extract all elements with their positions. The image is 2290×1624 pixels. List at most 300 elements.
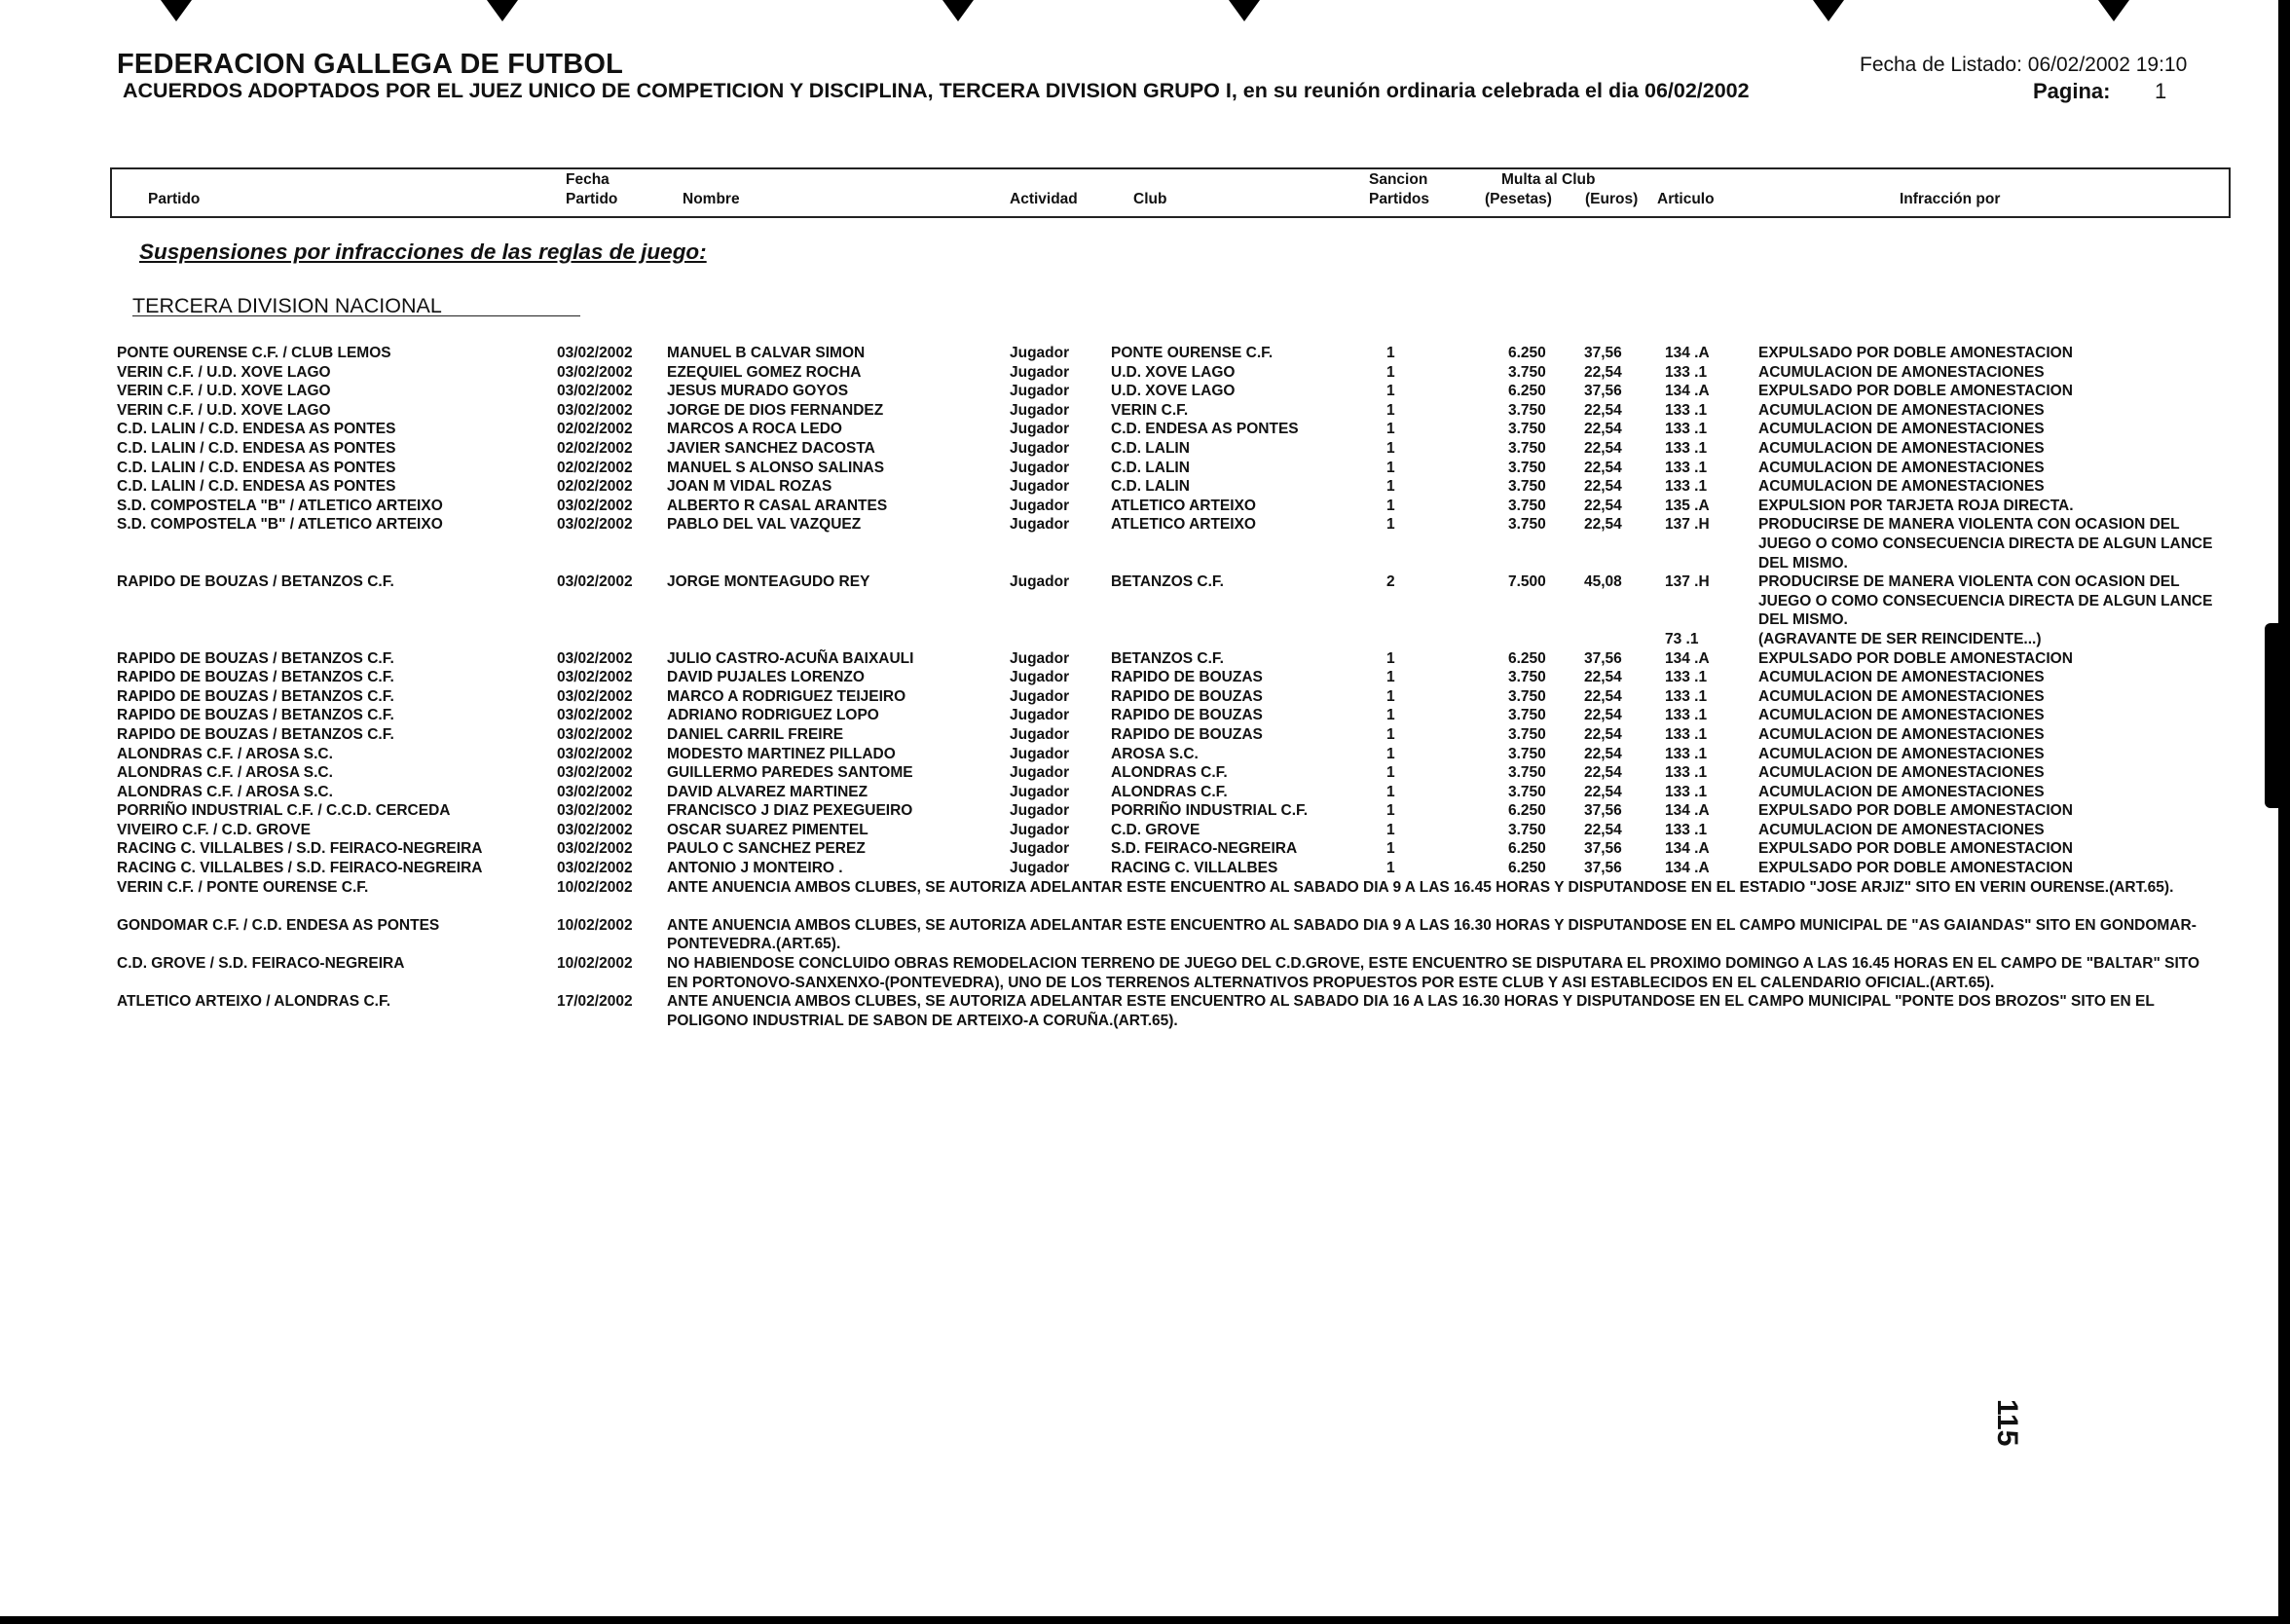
table-row: [0, 420, 2278, 439]
row-club: AROSA S.C.: [1111, 745, 1199, 762]
scan-notch: [161, 0, 192, 21]
row-pesetas: 6.250: [1508, 802, 1546, 820]
col-pesetas: (Pesetas): [1485, 191, 1552, 207]
row-partido: S.D. COMPOSTELA "B" / ATLETICO ARTEIXO: [117, 497, 443, 514]
row-fecha: 03/02/2002: [557, 669, 633, 686]
row-club: U.D. XOVE LAGO: [1111, 383, 1236, 400]
row-infraccion: ACUMULACION DE AMONESTACIONES: [1758, 707, 2045, 724]
table-row: [0, 515, 2278, 572]
row-actividad: Jugador: [1010, 345, 1070, 361]
row-club: PORRIÑO INDUSTRIAL C.F.: [1111, 802, 1309, 820]
row-infraccion: ACUMULACION DE AMONESTACIONES: [1758, 669, 2045, 686]
row-sancion: 1: [1386, 707, 1395, 724]
row-actividad: Jugador: [1010, 707, 1070, 724]
note-text: ANTE ANUENCIA AMBOS CLUBES, SE AUTORIZA ADELANTAR ESTE ENCUENTRO AL SABADO DIA 16 A LAS 16.30 HORAS Y DISPUTANDOSE EN EL CAMPO MUNICIPAL "PONTE DOS BROZOS" SITO EN EL POLIGONO INDUSTRIAL DE SABON DE ARTEIXO-A CORUÑA.(ART.65).: [667, 993, 2155, 1029]
row-articulo: 134 .A: [1665, 840, 1710, 858]
row-actividad: Jugador: [1010, 516, 1070, 534]
row-pesetas: 6.250: [1508, 860, 1546, 877]
row-pesetas: 7.500: [1508, 573, 1546, 591]
row-sancion: 2: [1386, 573, 1395, 591]
row-euros: 22,54: [1584, 725, 1622, 743]
row-infraccion: ACUMULACION DE AMONESTACIONES: [1758, 439, 2045, 457]
row-infraccion: ACUMULACION DE AMONESTACIONES: [1758, 459, 2045, 476]
note-row: [0, 916, 2278, 954]
row-fecha: 03/02/2002: [557, 401, 633, 419]
row-pesetas: 3.750: [1508, 669, 1546, 686]
row-partido: C.D. LALIN / C.D. ENDESA AS PONTES: [117, 421, 396, 438]
row-club: ATLETICO ARTEIXO: [1111, 497, 1256, 514]
row-club: VERIN C.F.: [1111, 401, 1189, 419]
row-nombre: PABLO DEL VAL VAZQUEZ: [667, 516, 862, 534]
scan-notch: [487, 0, 518, 21]
row-nombre: FRANCISCO J DIAZ PEXEGUEIRO: [667, 802, 913, 820]
table-row: [0, 630, 2278, 649]
table-row: [0, 572, 2278, 630]
row-infraccion: ACUMULACION DE AMONESTACIONES: [1758, 725, 2045, 743]
row-partido: VERIN C.F. / U.D. XOVE LAGO: [117, 401, 331, 419]
table-row: [0, 344, 2278, 363]
row-club: PONTE OURENSE C.F.: [1111, 345, 1274, 361]
row-club: RAPIDO DE BOUZAS: [1111, 725, 1263, 743]
row-partido: C.D. LALIN / C.D. ENDESA AS PONTES: [117, 478, 396, 496]
col-nombre: Nombre: [683, 191, 740, 207]
row-sancion: 1: [1386, 421, 1395, 438]
row-club: RAPIDO DE BOUZAS: [1111, 687, 1263, 705]
row-infraccion: (AGRAVANTE DE SER REINCIDENTE...): [1758, 630, 2042, 647]
col-fecha-line2: Partido: [566, 191, 618, 207]
row-pesetas: 6.250: [1508, 649, 1546, 667]
row-articulo: 135 .A: [1665, 497, 1710, 514]
row-actividad: Jugador: [1010, 478, 1070, 496]
note-partido: VERIN C.F. / PONTE OURENSE C.F.: [117, 878, 369, 896]
row-fecha: 03/02/2002: [557, 345, 633, 361]
note-row: [0, 878, 2278, 916]
row-actividad: Jugador: [1010, 459, 1070, 476]
row-actividad: Jugador: [1010, 821, 1070, 838]
note-partido: GONDOMAR C.F. / C.D. ENDESA AS PONTES: [117, 916, 440, 934]
note-text: ANTE ANUENCIA AMBOS CLUBES, SE AUTORIZA ADELANTAR ESTE ENCUENTRO AL SABADO DIA 9 A LAS 16.45 HORAS Y DISPUTANDOSE EN EL ESTADIO "JOSE ARJIZ" SITO EN VERIN OURENSE.(ART.65).: [667, 878, 2174, 896]
row-club: RAPIDO DE BOUZAS: [1111, 707, 1263, 724]
row-actividad: Jugador: [1010, 439, 1070, 457]
row-fecha: 03/02/2002: [557, 383, 633, 400]
row-actividad: Jugador: [1010, 497, 1070, 514]
row-nombre: MARCOS A ROCA LEDO: [667, 421, 842, 438]
row-infraccion: EXPULSADO POR DOBLE AMONESTACION: [1758, 649, 2073, 667]
row-euros: 37,56: [1584, 649, 1622, 667]
col-partido: Partido: [148, 191, 201, 207]
row-articulo: 133 .1: [1665, 421, 1708, 438]
subtitle-date: 06/02/2002: [1644, 79, 1750, 102]
row-pesetas: 6.250: [1508, 345, 1546, 361]
row-actividad: Jugador: [1010, 383, 1070, 400]
row-sancion: 1: [1386, 345, 1395, 361]
row-nombre: ALBERTO R CASAL ARANTES: [667, 497, 888, 514]
row-euros: 37,56: [1584, 802, 1622, 820]
row-euros: 37,56: [1584, 345, 1622, 361]
row-sancion: 1: [1386, 687, 1395, 705]
col-multa: Multa al Club: [1501, 171, 1596, 188]
col-articulo: Articulo: [1657, 191, 1715, 207]
row-nombre: ANTONIO J MONTEIRO .: [667, 860, 843, 877]
table-row: [0, 382, 2278, 401]
note-row: [0, 992, 2278, 1030]
row-partido: PONTE OURENSE C.F. / CLUB LEMOS: [117, 345, 391, 361]
table-row: [0, 763, 2278, 783]
row-pesetas: 3.750: [1508, 821, 1546, 838]
row-articulo: 134 .A: [1665, 860, 1710, 877]
row-partido: ALONDRAS C.F. / AROSA S.C.: [117, 745, 333, 762]
table-row: [0, 839, 2278, 859]
row-fecha: 03/02/2002: [557, 783, 633, 800]
col-infraccion: Infracción por: [1900, 191, 2001, 207]
row-euros: 37,56: [1584, 840, 1622, 858]
row-sancion: 1: [1386, 725, 1395, 743]
row-actividad: Jugador: [1010, 649, 1070, 667]
row-club: BETANZOS C.F.: [1111, 649, 1224, 667]
table-row: [0, 801, 2278, 821]
row-sancion: 1: [1386, 669, 1395, 686]
row-nombre: EZEQUIEL GOMEZ ROCHA: [667, 363, 862, 381]
row-sancion: 1: [1386, 516, 1395, 534]
row-club: C.D. ENDESA AS PONTES: [1111, 421, 1299, 438]
note-partido: C.D. GROVE / S.D. FEIRACO-NEGREIRA: [117, 955, 405, 973]
row-pesetas: 3.750: [1508, 497, 1546, 514]
table-row: [0, 687, 2278, 707]
sanctions-table: [0, 344, 2278, 1030]
subtitle-text: ACUERDOS ADOPTADOS POR EL JUEZ UNICO DE COMPETICION Y DISCIPLINA, TERCERA DIVISION GRUPO I, en su reunión ordinaria celebrada el dia: [123, 79, 1644, 102]
row-actividad: Jugador: [1010, 363, 1070, 381]
row-articulo: 134 .A: [1665, 383, 1710, 400]
row-partido: VERIN C.F. / U.D. XOVE LAGO: [117, 363, 331, 381]
scan-notch: [1229, 0, 1260, 21]
col-club: Club: [1133, 191, 1167, 207]
row-infraccion: ACUMULACION DE AMONESTACIONES: [1758, 401, 2045, 419]
note-fecha: 10/02/2002: [557, 916, 633, 934]
table-row: [0, 459, 2278, 478]
row-club: C.D. GROVE: [1111, 821, 1200, 838]
row-infraccion: ACUMULACION DE AMONESTACIONES: [1758, 821, 2045, 838]
row-club: U.D. XOVE LAGO: [1111, 363, 1236, 381]
row-sancion: 1: [1386, 821, 1395, 838]
row-euros: 22,54: [1584, 783, 1622, 800]
row-actividad: Jugador: [1010, 860, 1070, 877]
row-nombre: PAULO C SANCHEZ PEREZ: [667, 840, 866, 858]
row-partido: C.D. LALIN / C.D. ENDESA AS PONTES: [117, 459, 396, 476]
row-pesetas: 3.750: [1508, 421, 1546, 438]
fecha-listado: [1860, 54, 2187, 77]
row-partido: S.D. COMPOSTELA "B" / ATLETICO ARTEIXO: [117, 516, 443, 534]
division-underline: [132, 315, 580, 316]
row-euros: 37,56: [1584, 860, 1622, 877]
row-fecha: 03/02/2002: [557, 764, 633, 782]
row-nombre: JORGE DE DIOS FERNANDEZ: [667, 401, 884, 419]
row-articulo: 133 .1: [1665, 821, 1708, 838]
row-sancion: 1: [1386, 783, 1395, 800]
table-row: [0, 706, 2278, 725]
table-row: [0, 497, 2278, 516]
row-euros: 22,54: [1584, 687, 1622, 705]
row-articulo: 133 .1: [1665, 401, 1708, 419]
row-articulo: 133 .1: [1665, 363, 1708, 381]
row-sancion: 1: [1386, 497, 1395, 514]
row-articulo: 133 .1: [1665, 725, 1708, 743]
note-fecha: 10/02/2002: [557, 955, 633, 973]
row-partido: VERIN C.F. / U.D. XOVE LAGO: [117, 383, 331, 400]
row-euros: 22,54: [1584, 707, 1622, 724]
org-title: FEDERACION GALLEGA DE FUTBOL: [117, 49, 624, 80]
table-row: [0, 649, 2278, 669]
row-fecha: 03/02/2002: [557, 860, 633, 877]
scan-notch: [2098, 0, 2129, 21]
row-sancion: 1: [1386, 802, 1395, 820]
row-articulo: 134 .A: [1665, 802, 1710, 820]
note-text: NO HABIENDOSE CONCLUIDO OBRAS REMODELACION TERRENO DE JUEGO DEL C.D.GROVE, ESTE ENCUENTRO SE DISPUTARA EL PROXIMO DOMINGO A LAS 16.45 HORAS EN EL CAMPO DE "BALTAR" SITO EN PORTONOVO-SANXENXO-(PONTEVEDRA), UNO DE LOS TERRENOS ALTERNATIVOS PROPUESTOS POR ESTE CLUB Y ASI ESTABLECIDOS EN EL CALENDARIO OFICIAL.(ART.65).: [667, 955, 2200, 991]
row-sancion: 1: [1386, 860, 1395, 877]
row-club: RACING C. VILLALBES: [1111, 860, 1278, 877]
row-euros: 22,54: [1584, 745, 1622, 762]
row-sancion: 1: [1386, 459, 1395, 476]
row-nombre: OSCAR SUAREZ PIMENTEL: [667, 821, 868, 838]
table-row: [0, 745, 2278, 764]
row-infraccion: EXPULSADO POR DOBLE AMONESTACION: [1758, 840, 2073, 858]
row-fecha: 02/02/2002: [557, 421, 633, 438]
col-sancion-line1: Sancion: [1369, 171, 1428, 188]
row-fecha: 03/02/2002: [557, 497, 633, 514]
row-fecha: 02/02/2002: [557, 478, 633, 496]
row-club: BETANZOS C.F.: [1111, 573, 1224, 591]
row-fecha: 03/02/2002: [557, 573, 633, 591]
row-euros: 22,54: [1584, 459, 1622, 476]
row-pesetas: 3.750: [1508, 363, 1546, 381]
row-club: C.D. LALIN: [1111, 459, 1190, 476]
row-sancion: 1: [1386, 363, 1395, 381]
table-row: [0, 401, 2278, 421]
row-club: ATLETICO ARTEIXO: [1111, 516, 1256, 534]
table-row: [0, 821, 2278, 840]
row-sancion: 1: [1386, 478, 1395, 496]
row-sancion: 1: [1386, 649, 1395, 667]
row-fecha: 03/02/2002: [557, 707, 633, 724]
row-articulo: 137 .H: [1665, 516, 1710, 534]
row-actividad: Jugador: [1010, 421, 1070, 438]
scan-notch: [942, 0, 974, 21]
row-pesetas: 3.750: [1508, 745, 1546, 762]
row-pesetas: 3.750: [1508, 707, 1546, 724]
row-nombre: JORGE MONTEAGUDO REY: [667, 573, 870, 591]
row-nombre: JULIO CASTRO-ACUÑA BAIXAULI: [667, 649, 914, 667]
row-nombre: MANUEL B CALVAR SIMON: [667, 345, 866, 361]
row-club: ALONDRAS C.F.: [1111, 764, 1228, 782]
note-fecha: 10/02/2002: [557, 878, 633, 896]
scan-notch: [1813, 0, 1844, 21]
row-actividad: Jugador: [1010, 840, 1070, 858]
row-euros: 37,56: [1584, 383, 1622, 400]
row-euros: 22,54: [1584, 764, 1622, 782]
row-articulo: 133 .1: [1665, 459, 1708, 476]
row-pesetas: 3.750: [1508, 439, 1546, 457]
row-articulo: 133 .1: [1665, 669, 1708, 686]
row-partido: RAPIDO DE BOUZAS / BETANZOS C.F.: [117, 687, 394, 705]
row-articulo: 134 .A: [1665, 345, 1710, 361]
row-partido: VIVEIRO C.F. / C.D. GROVE: [117, 821, 311, 838]
row-fecha: 03/02/2002: [557, 687, 633, 705]
row-nombre: DANIEL CARRIL FREIRE: [667, 725, 844, 743]
row-sancion: 1: [1386, 840, 1395, 858]
row-sancion: 1: [1386, 764, 1395, 782]
row-articulo: 133 .1: [1665, 783, 1708, 800]
row-actividad: Jugador: [1010, 802, 1070, 820]
row-fecha: 03/02/2002: [557, 745, 633, 762]
row-nombre: MANUEL S ALONSO SALINAS: [667, 459, 885, 476]
row-partido: C.D. LALIN / C.D. ENDESA AS PONTES: [117, 439, 396, 457]
row-infraccion: PRODUCIRSE DE MANERA VIOLENTA CON OCASION DEL JUEGO O COMO CONSECUENCIA DIRECTA DE ALGUN LANCE DEL MISMO.: [1758, 573, 2213, 629]
fecha-listado-value: 06/02/2002 19:10: [2027, 54, 2188, 76]
row-euros: 22,54: [1584, 401, 1622, 419]
row-club: C.D. LALIN: [1111, 478, 1190, 496]
document-subtitle: [123, 79, 1750, 103]
row-club: C.D. LALIN: [1111, 439, 1190, 457]
row-actividad: Jugador: [1010, 764, 1070, 782]
fecha-listado-label: Fecha de Listado:: [1860, 54, 2022, 76]
table-row: [0, 363, 2278, 383]
row-fecha: 03/02/2002: [557, 649, 633, 667]
row-fecha: 03/02/2002: [557, 363, 633, 381]
table-row: [0, 859, 2278, 878]
note-fecha: 17/02/2002: [557, 993, 633, 1011]
row-articulo: 133 .1: [1665, 687, 1708, 705]
row-sancion: 1: [1386, 439, 1395, 457]
row-euros: 22,54: [1584, 821, 1622, 838]
pagina-label: Pagina:: [2033, 79, 2111, 103]
row-nombre: ADRIANO RODRIGUEZ LOPO: [667, 707, 879, 724]
row-euros: 22,54: [1584, 669, 1622, 686]
row-fecha: 03/02/2002: [557, 840, 633, 858]
row-nombre: MARCO A RODRIGUEZ TEIJEIRO: [667, 687, 906, 705]
row-partido: ALONDRAS C.F. / AROSA S.C.: [117, 783, 333, 800]
row-nombre: JOAN M VIDAL ROZAS: [667, 478, 832, 496]
row-pesetas: 3.750: [1508, 783, 1546, 800]
row-sancion: 1: [1386, 745, 1395, 762]
row-partido: RAPIDO DE BOUZAS / BETANZOS C.F.: [117, 725, 394, 743]
row-pesetas: 6.250: [1508, 383, 1546, 400]
row-fecha: 02/02/2002: [557, 439, 633, 457]
row-infraccion: ACUMULACION DE AMONESTACIONES: [1758, 764, 2045, 782]
row-euros: 22,54: [1584, 497, 1622, 514]
row-partido: RAPIDO DE BOUZAS / BETANZOS C.F.: [117, 669, 394, 686]
pagina-number: 1: [2155, 79, 2167, 103]
row-infraccion: EXPULSION POR TARJETA ROJA DIRECTA.: [1758, 497, 2074, 514]
row-nombre: JESUS MURADO GOYOS: [667, 383, 849, 400]
row-club: ALONDRAS C.F.: [1111, 783, 1228, 800]
row-articulo: 134 .A: [1665, 649, 1710, 667]
row-infraccion: ACUMULACION DE AMONESTACIONES: [1758, 421, 2045, 438]
row-sancion: 1: [1386, 401, 1395, 419]
row-articulo: 133 .1: [1665, 764, 1708, 782]
row-infraccion: ACUMULACION DE AMONESTACIONES: [1758, 363, 2045, 381]
row-fecha: 02/02/2002: [557, 459, 633, 476]
row-partido: ALONDRAS C.F. / AROSA S.C.: [117, 764, 333, 782]
row-articulo: 133 .1: [1665, 707, 1708, 724]
row-actividad: Jugador: [1010, 687, 1070, 705]
row-euros: 22,54: [1584, 478, 1622, 496]
note-partido: ATLETICO ARTEIXO / ALONDRAS C.F.: [117, 993, 391, 1011]
row-infraccion: EXPULSADO POR DOBLE AMONESTACION: [1758, 802, 2073, 820]
table-row: [0, 783, 2278, 802]
row-fecha: 03/02/2002: [557, 725, 633, 743]
table-row: [0, 668, 2278, 687]
row-articulo: 73 .1: [1665, 630, 1699, 647]
row-infraccion: EXPULSADO POR DOBLE AMONESTACION: [1758, 345, 2073, 361]
division-title: TERCERA DIVISION NACIONAL: [132, 294, 442, 317]
row-partido: PORRIÑO INDUSTRIAL C.F. / C.C.D. CERCEDA: [117, 802, 451, 820]
table-row: [0, 439, 2278, 459]
note-row: [0, 954, 2278, 992]
note-text: ANTE ANUENCIA AMBOS CLUBES, SE AUTORIZA ADELANTAR ESTE ENCUENTRO AL SABADO DIA 9 A LAS 16.30 HORAS Y DISPUTANDOSE EN EL CAMPO MUNICIPAL DE "AS GAIANDAS" SITO EN GONDOMAR-PONTEVEDRA.(ART.65).: [667, 916, 2197, 953]
col-fecha-line1: Fecha: [566, 171, 609, 188]
row-nombre: MODESTO MARTINEZ PILLADO: [667, 745, 896, 762]
row-club: S.D. FEIRACO-NEGREIRA: [1111, 840, 1298, 858]
col-sancion-line2: Partidos: [1369, 191, 1430, 207]
row-euros: 22,54: [1584, 363, 1622, 381]
row-pesetas: 3.750: [1508, 516, 1546, 534]
row-pesetas: 6.250: [1508, 840, 1546, 858]
row-euros: 22,54: [1584, 516, 1622, 534]
row-club: RAPIDO DE BOUZAS: [1111, 669, 1263, 686]
row-infraccion: ACUMULACION DE AMONESTACIONES: [1758, 783, 2045, 800]
row-partido: RAPIDO DE BOUZAS / BETANZOS C.F.: [117, 707, 394, 724]
row-nombre: GUILLERMO PAREDES SANTOME: [667, 764, 913, 782]
row-articulo: 133 .1: [1665, 745, 1708, 762]
row-partido: RAPIDO DE BOUZAS / BETANZOS C.F.: [117, 573, 394, 591]
row-partido: RAPIDO DE BOUZAS / BETANZOS C.F.: [117, 649, 394, 667]
table-row: [0, 725, 2278, 745]
col-actividad: Actividad: [1010, 191, 1078, 207]
row-fecha: 03/02/2002: [557, 802, 633, 820]
row-actividad: Jugador: [1010, 745, 1070, 762]
row-articulo: 133 .1: [1665, 439, 1708, 457]
row-actividad: Jugador: [1010, 669, 1070, 686]
row-pesetas: 3.750: [1508, 764, 1546, 782]
row-pesetas: 3.750: [1508, 401, 1546, 419]
row-pesetas: 3.750: [1508, 459, 1546, 476]
row-euros: 45,08: [1584, 573, 1622, 591]
row-actividad: Jugador: [1010, 783, 1070, 800]
row-nombre: JAVIER SANCHEZ DACOSTA: [667, 439, 875, 457]
row-actividad: Jugador: [1010, 725, 1070, 743]
row-pesetas: 3.750: [1508, 687, 1546, 705]
row-euros: 22,54: [1584, 439, 1622, 457]
row-actividad: Jugador: [1010, 573, 1070, 591]
row-partido: RACING C. VILLALBES / S.D. FEIRACO-NEGREIRA: [117, 840, 483, 858]
row-nombre: DAVID PUJALES LORENZO: [667, 669, 865, 686]
row-infraccion: EXPULSADO POR DOBLE AMONESTACION: [1758, 860, 2073, 877]
row-partido: RACING C. VILLALBES / S.D. FEIRACO-NEGREIRA: [117, 860, 483, 877]
page-stamp-number: 115: [1991, 1399, 2023, 1447]
row-actividad: Jugador: [1010, 401, 1070, 419]
row-sancion: 1: [1386, 383, 1395, 400]
row-infraccion: ACUMULACION DE AMONESTACIONES: [1758, 687, 2045, 705]
table-row: [0, 477, 2278, 497]
section-title: Suspensiones por infracciones de las reglas de juego:: [139, 240, 707, 264]
row-infraccion: EXPULSADO POR DOBLE AMONESTACION: [1758, 383, 2073, 400]
row-infraccion: PRODUCIRSE DE MANERA VIOLENTA CON OCASION DEL JUEGO O COMO CONSECUENCIA DIRECTA DE ALGUN LANCE DEL MISMO.: [1758, 516, 2213, 572]
col-euros: (Euros): [1585, 191, 1639, 207]
row-nombre: DAVID ALVAREZ MARTINEZ: [667, 783, 868, 800]
row-articulo: 133 .1: [1665, 478, 1708, 496]
row-fecha: 03/02/2002: [557, 821, 633, 838]
row-euros: 22,54: [1584, 421, 1622, 438]
row-infraccion: ACUMULACION DE AMONESTACIONES: [1758, 745, 2045, 762]
